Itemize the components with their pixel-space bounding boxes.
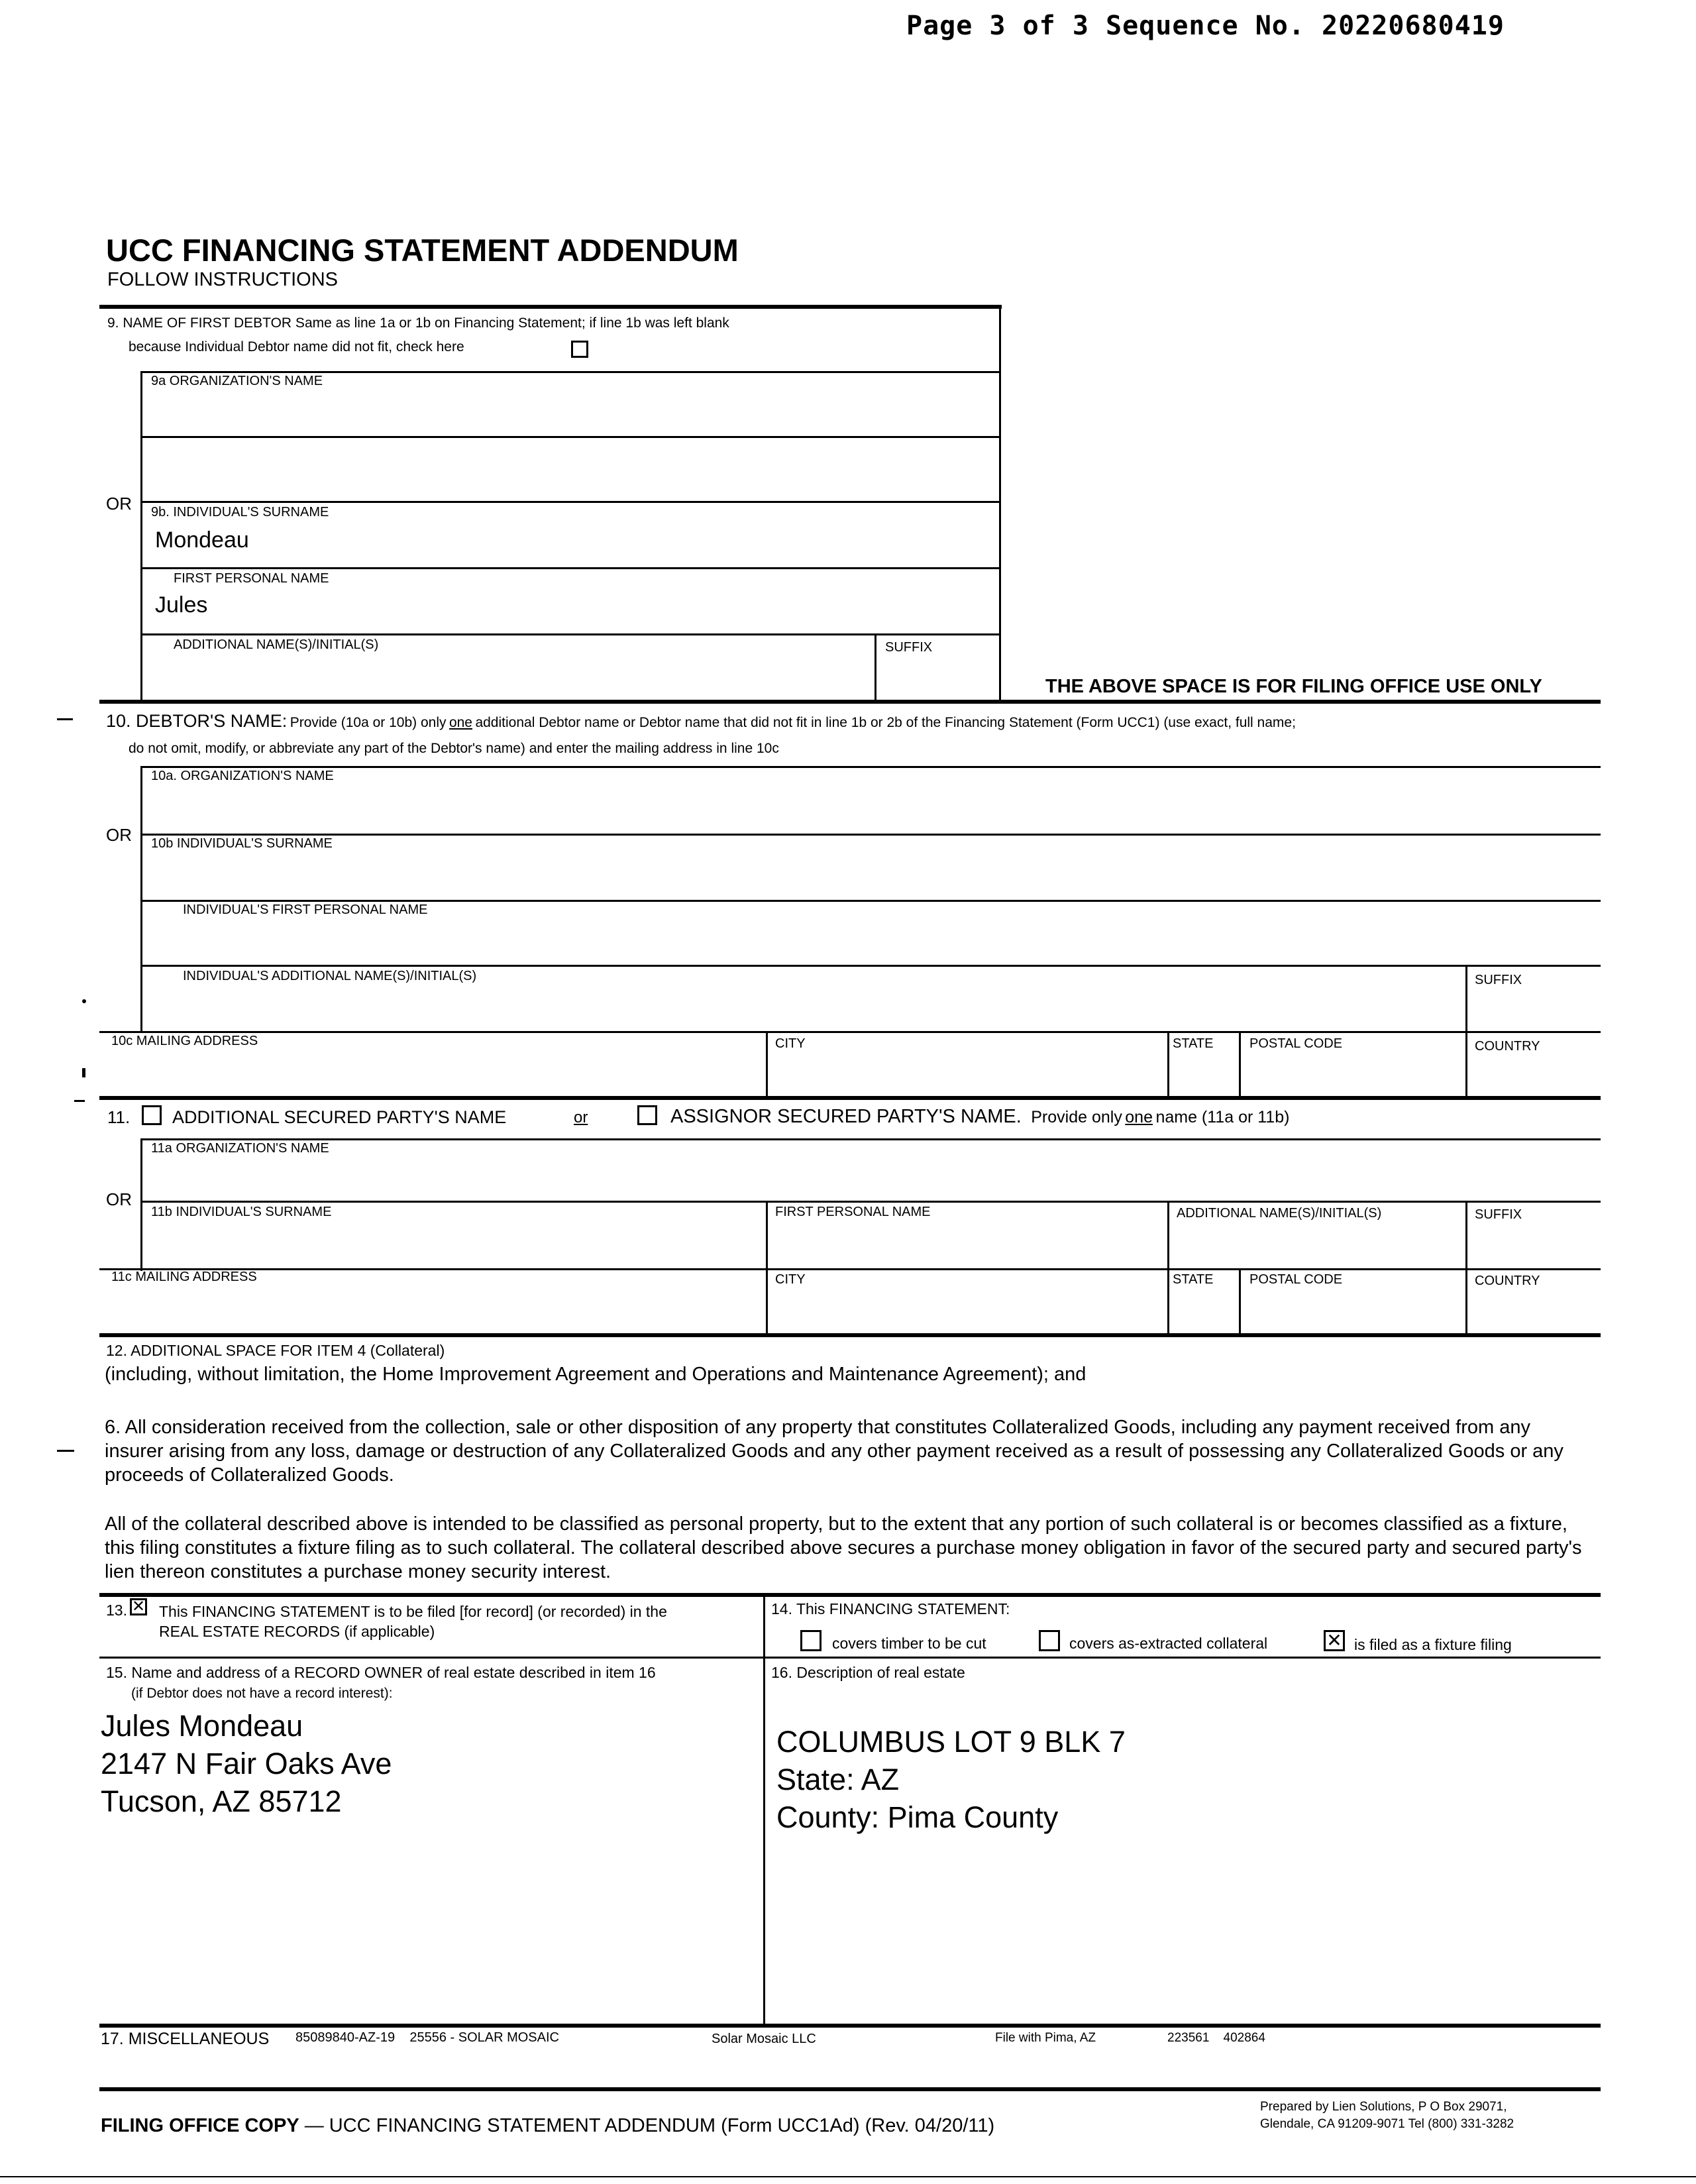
sec9-rule [140,633,1000,635]
sec10-state-label: STATE [1173,1036,1214,1051]
sec14-opt1: covers timber to be cut [832,1635,986,1652]
sec12-para3: All of the collateral described above is intended to be classified as personal property, but to the extent that any portion of such collateral is or becomes classified as a fixture, this filing constitutes a fixture filing as to such collateral. The collateral described above secures a purchase money obligation in favor of the secured party and secured party's lien thereon constitutes a purchase money security interest. [105,1513,1582,1582]
sec11c-label: 11c MAILING ADDRESS [111,1270,257,1284]
sec10-label-line2: do not omit, modify, or abbreviate any part of the Debtor's name) and enter the mailing address in line 10c [129,741,779,756]
sec9-first-value: Jules [155,592,208,618]
sec9-rule [140,371,1000,373]
sec9-additional-label: ADDITIONAL NAME(S)/INITIAL(S) [174,637,379,652]
sec11-postal-label: POSTAL CODE [1249,1272,1343,1287]
sec9-first-label: FIRST PERSONAL NAME [174,571,329,586]
sec11-one: one [1125,1108,1153,1126]
sec16-label: 16. Description of real estate [771,1664,965,1681]
sec10-label-one: one [449,715,472,730]
sec9-right-border [999,305,1001,702]
sec17-secured-party: Solar Mosaic LLC [712,2032,816,2046]
sec10-postal-divider [1239,1031,1241,1097]
sec11-country-label: COUNTRY [1475,1274,1540,1288]
sec11a-label: 11a ORGANIZATION'S NAME [151,1141,329,1156]
sec17-numbers: 223561 402864 [1167,2031,1265,2045]
sec10-rule [140,965,1601,967]
sec9-label-line2: because Individual Debtor name did not fit, check here [129,339,464,355]
sec11-suffix-label: SUFFIX [1475,1207,1522,1222]
follow-instructions: FOLLOW INSTRUCTIONS [107,269,339,290]
sec10-or: OR [106,825,132,845]
sec11-rule [140,1201,1601,1203]
sec13-top-rule [99,1593,1601,1597]
sec11-state-divider [1167,1268,1169,1335]
sec11-num: 11. [107,1107,131,1127]
sec17-reference: 85089840-AZ-19 25556 - SOLAR MOSAIC [295,2030,559,2045]
sec12-para2: 6. All consideration received from the collection, sale or other disposition of any property that constitutes Collateralized Goods, including any payment received from any insurer arising from any loss, damage or destruction of any Collateralized Goods and any other payment received as a result of possessing any Collateralized Goods or any proceeds of Collateralized Goods. [105,1417,1564,1486]
sec10-first-label: INDIVIDUAL'S FIRST PERSONAL NAME [183,902,428,917]
sec11c-rule [99,1268,1601,1270]
sec9-rule [140,567,1000,569]
sec11-provide-end: name (11a or 11b) [1155,1108,1290,1126]
footer-copy-rest: — UCC FINANCING STATEMENT ADDENDUM (Form UCC1Ad) (Rev. 04/20/11) [304,2115,995,2136]
sec15-owner-city: Tucson, AZ 85712 [101,1784,342,1818]
sec10-label-b: Provide (10a or 10b) only [290,715,447,730]
sec10-left-border [140,766,142,1031]
sec9-left-border [140,371,142,702]
sec15-top-rule [99,1657,1601,1659]
sec11-additional-checkbox[interactable] [142,1105,162,1125]
sec9-rule [140,436,1000,438]
sec10-rule [140,766,1601,768]
sec9b-surname-value: Mondeau [155,527,249,553]
sec17-file-with: File with Pima, AZ [995,2031,1096,2045]
footer-prepared-line1: Prepared by Lien Solutions, P O Box 29071, [1260,2100,1507,2114]
sec10-label-c: additional Debtor name or Debtor name that did not fit in line 1b or 2b of the Financing Statement (Form UCC1) (use exact, full name; [475,715,1296,730]
margin-mark [57,1450,74,1452]
sec10b-label: 10b INDIVIDUAL'S SURNAME [151,836,333,851]
sec10-label [106,712,1296,732]
sec13-checkbox[interactable] [130,1598,147,1615]
sec17-top-rule [99,2024,1601,2028]
x-mark-icon: ✕ [131,1598,146,1615]
margin-mark [57,718,73,720]
sec11b-label: 11b INDIVIDUAL'S SURNAME [151,1205,332,1219]
sec11-first-label: FIRST PERSONAL NAME [775,1205,931,1219]
sec11-postal-divider [1239,1268,1241,1335]
sec10-city-divider [766,1031,768,1097]
sec9-or: OR [106,494,132,514]
sec16-county: County: Pima County [776,1800,1059,1834]
sec9b-label: 9b. INDIVIDUAL'S SURNAME [151,505,329,519]
sec13-num: 13. [106,1602,127,1619]
sec10-state-divider [1167,1031,1169,1097]
sec11-assignor-checkbox[interactable] [637,1105,657,1125]
scan-edge-rule [0,2176,1696,2177]
sec15-owner-street: 2147 N Fair Oaks Ave [101,1747,392,1780]
sec10c-rule [99,1031,1601,1033]
filing-office-note: THE ABOVE SPACE IS FOR FILING OFFICE USE ONLY [1045,676,1542,697]
margin-dot [82,999,86,1003]
sec11-or-text: or [574,1109,588,1126]
sec10-country-label: COUNTRY [1475,1039,1540,1054]
sec9a-label: 9a ORGANIZATION'S NAME [151,374,323,388]
sec10-additional-label: INDIVIDUAL'S ADDITIONAL NAME(S)/INITIAL(S) [183,969,477,983]
sec11-country-divider [1465,1268,1467,1335]
sec11-additional-divider [1167,1201,1169,1270]
sec11-first-divider [766,1201,768,1270]
form-title: UCC FINANCING STATEMENT ADDENDUM [106,233,739,268]
sec14-extracted-checkbox[interactable] [1039,1630,1060,1651]
sec10-rule [140,834,1601,836]
sec16-state: State: AZ [776,1763,900,1796]
sec12-label: 12. ADDITIONAL SPACE FOR ITEM 4 (Collateral) [106,1342,445,1359]
sec9-rule [140,501,1000,503]
sec12-top-rule [99,1333,1601,1337]
sec15-label1: 15. Name and address of a RECORD OWNER of real estate described in item 16 [106,1664,656,1681]
sec10-top-rule [99,700,1601,704]
footer-prepared-line2: Glendale, CA 91209-9071 Tel (800) 331-3282 [1260,2117,1514,2131]
sec9-top-rule [99,305,1002,309]
sec10a-label: 10a. ORGANIZATION'S NAME [151,769,334,783]
sec11-city-label: CITY [775,1272,806,1287]
sec10-suffix-divider [1465,965,1467,1031]
sec11-assignor-label: ASSIGNOR SECURED PARTY'S NAME. [670,1106,1022,1127]
sec11-city-divider [766,1268,768,1335]
sec14-fixture-checkbox[interactable] [1324,1630,1345,1651]
sec11-or: OR [106,1189,132,1209]
sec11-additional-name-label: ADDITIONAL NAME(S)/INITIAL(S) [1177,1206,1382,1221]
sec10-country-divider [1465,1031,1467,1097]
sec17-label: 17. MISCELLANEOUS [101,2030,270,2048]
footer-copy [101,2115,994,2137]
sec14-opt2: covers as-extracted collateral [1069,1635,1268,1652]
sec9-suffix-divider [874,633,876,702]
sec16-lot: COLUMBUS LOT 9 BLK 7 [776,1725,1126,1759]
sec11-top-rule [99,1096,1601,1100]
sec12-para1: (including, without limitation, the Home Improvement Agreement and Operations and Maintenance Agreement); and [105,1364,1086,1385]
sec10-city-label: CITY [775,1036,806,1051]
sec9-suffix-label: SUFFIX [885,640,933,655]
sec11-additional-label: ADDITIONAL SECURED PARTY'S NAME [172,1107,507,1127]
margin-mark [82,1068,85,1077]
sec11-provide: Provide only [1031,1108,1122,1126]
sec11-assignor-line [670,1107,1289,1128]
sec10c-label: 10c MAILING ADDRESS [111,1034,258,1048]
sec11-rule [140,1138,1601,1140]
sec14-opt3: is filed as a fixture filing [1354,1636,1512,1653]
sec11-state-label: STATE [1173,1272,1214,1287]
footer-rule [99,2087,1601,2091]
sec15-label2: (if Debtor does not have a record interest): [131,1686,393,1701]
footer-copy-bold: FILING OFFICE COPY [101,2115,299,2136]
sec11-suffix-divider [1465,1201,1467,1270]
sec10-label-a: 10. DEBTOR'S NAME: [106,711,288,731]
sec14-timber-checkbox[interactable] [800,1630,822,1651]
sec10-rule [140,900,1601,902]
margin-mark [74,1100,85,1102]
page-sequence-header: Page 3 of 3 Sequence No. 20220680419 [906,11,1505,41]
sec10-suffix-label: SUFFIX [1475,973,1522,987]
sec9-checkbox[interactable] [571,341,588,358]
sec11-left-border [140,1138,142,1271]
sec15-owner-name: Jules Mondeau [101,1709,303,1743]
sec13-line1: This FINANCING STATEMENT is to be filed [for record] (or recorded) in the [159,1603,667,1620]
x-mark-icon: ✕ [1326,1630,1342,1651]
sec13-line2: REAL ESTATE RECORDS (if applicable) [159,1623,435,1640]
sec9-label: 9. NAME OF FIRST DEBTOR Same as line 1a or 1b on Financing Statement; if line 1b was left blank [107,315,729,331]
sec10-postal-label: POSTAL CODE [1249,1036,1343,1051]
sec14-label: 14. This FINANCING STATEMENT: [771,1600,1010,1617]
